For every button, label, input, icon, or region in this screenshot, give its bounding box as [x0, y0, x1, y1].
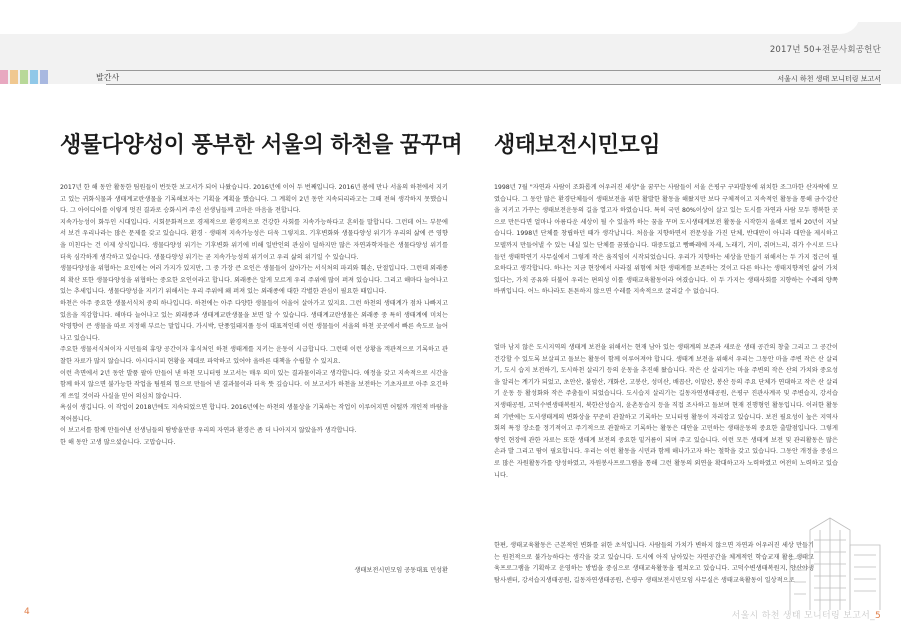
left-paragraph: 이런 측면에서 2년 동안 발품 팔아 만들어 낸 하천 모니터링 보고서는 매우 의미 있는 결과물이라고 생각합니다. 애정을 갖고 지속적으로 시간을 함께 하지 않으면 불가능한 작업을 팀원의 힘으로 만들어 낸 결과물이라 더욱 뜻 깊습니다. 이 보고서가 하천을 보전하는 기초자료로 아주 요긴하게 쓰일 것이라 사실을 믿어 의심치 않습니다. — [60, 369, 448, 400]
left-paragraph: 2017년 한 해 동안 활동한 팀원들이 번듯한 보고서가 되어 나왔습니다. 2016년에 이어 두 번째입니다. 2016년 봄에 만나 서울의 하천에서 지키고 있는 귀화식물과 생태계교란생물을 기록해보자는 기획을 계획을 했습니다. 그 계획이 2년 동안 지속되리라고는 그때 전혀 생각하지 못했습니다. 그 아이디어를 이렇게 멋진 결과로 승화시켜 주신 선생님들께 고마운 마음을 전합니다. — [60, 184, 448, 215]
page-number-left: 4 — [24, 607, 30, 617]
right-paragraph: 얼마 남지 않은 도시지역의 생태계 보전을 위해서는 현재 남아 있는 생태계의 보존과 새로운 생태 공간의 창출 그리고 그 공간이 건강할 수 있도록 보살피고 돌보는 활동이 함께 이루어져야 합니다. 생태계 보전을 위해서 우리는 그동안 마을 주변 작은 산 살리기, 도시 습지 보전하기, 도시하천 살리기 등의 운동을 추진해 왔습니다. 작은 산 살리기는 마을 주변의 작은 산의 가치와 중요성을 알리는 계기가 되었고, 초안산, 불암산, 개화산, 고봉산, 성미산, 배꼽산, 이말산, 봉산 등의 주요 단체가 연대하고 작은 산 살리기 운동 등 활성화와 작은 주춤들이 되었습니다. 도시습지 살리기는 길동자연생태공원, 은평구 진관사계곡 및 주변습지, 강서습지생태공원, 고덕수변생태복원지, 북한산성습지, 윤촌동습지 등을 직접 조사하고 돌보며 현재 진행형인 활동입니다. 이러한 활동의 기반에는 도시생태계의 변화상을 꾸준히 관찰하고 기록하는 모니터링 활동이 자리잡고 있습니다. 보전 필요성이 높은 지역사회의 특정 장소를 정기적이고 주기적으로 관찰하고 기록하는 활동은 대안을 고민하는 생태운동의 중요한 출발점입니다. 그렇게 쌓인 현장에 관한 자료는 또한 생태계 보전의 중요한 밑거름이 되며 주고 있습니다. 이런 모든 생태계 보전 및 관리활동은 많은 손과 발 그리고 땀이 필요합니다. 우리는 이런 활동을 시민과 함께 해나가고자 하는 철학을 갖고 있습니다. 그동안 개정을 중심으로 많은 자원활동가를 양성하였고, 자원봉사프로그램을 통해 그런 활동의 외연을 확대하고자 노력하였고 여전히 노력하고 있습니다. — [494, 344, 839, 479]
color-stripes — [0, 70, 60, 84]
right-paragraph: 한편, 생태교육활동은 근본적인 변화를 위한 초석입니다. 사람들의 가치가 변하지 않으면 자연과 어우러진 세상 만들기는 원천적으로 불가능하다는 생각을 갖고 있습니다. 도시에 아직 남아있는 자연공간을 체계적인 학습교재 활용 생태교육프로그램을 기획하고 운영하는 방법을 중심으로 생태교육활동을 펼쳐오고 있습니다. 고덕수변생태복원지, 양산야생탐사센터, 강서습지생태공원, 길동자연생태공원, 은평구 생태보전시민모임 사무실은 생태교육활동이 일상적으로 — [494, 542, 814, 584]
footer-title — [732, 608, 881, 621]
signature: 생태보전시민모임 공동대표 민성환 — [354, 567, 448, 574]
left-paragraph: 한 해 동안 고생 많으셨습니다. 고맙습니다. — [60, 439, 176, 447]
header-subtitle: 서울시 하천 생태 모니터링 보고서 — [777, 75, 881, 83]
left-paragraph: 지속가능성이 화두인 시대입니다. 시회문화적으로 경제적으로 환경적으로 건강한 사회를 지속가능하다고 흔히들 말합니다. 그런데 어느 부문에서 보건 우리나라는 많은 문제를 갖고 있습니다. 환경 · 생태적 지속가능성은 더욱 그렇지요. 기후변화와 생물다양성 위기가 우리의 삶에 큰 영향을 미친다는 건 이제 상식입니다. 생물다양성 위기는 기후변화 위기에 비해 일반인의 관심이 덜하지만 많은 자연과학자들은 생물다양성 위기를 더욱 심각하게 생각하고 있습니다. 생물다양성 위기는 곧 지속가능성의 위기이고 우리 삶의 위기일 수 있습니다. — [60, 218, 448, 261]
left-paragraph: 주요한 생물서식처이자 시민들의 휴양 공간이자 휴식처인 하천 생태계를 지키는 운동이 시급합니다. 그런데 이런 상황을 객관적으로 기록하고 관찰한 자료가 많지 않습니다. 아시다시피 현황을 제대로 파악하고 있어야 올바른 대책을 수립할 수 있지요. — [60, 346, 448, 365]
section-label: 발간사 — [96, 73, 120, 82]
left-paragraph: 욕심이 생깁니다. 이 작업이 2018년에도 지속되었으면 합니다. 2016년에는 하천의 생물상을 기록하는 작업이 이루어지면 어떨까 개인적 바람을 적어봅니다. — [60, 404, 448, 423]
left-body — [60, 182, 448, 449]
page-number-right: 5 — [874, 611, 881, 621]
right-body-3 — [494, 540, 814, 586]
footer-title-text: 서울시 하천 생태 모니터링 보고서_ — [731, 611, 875, 621]
header-curve — [0, 14, 860, 34]
header-rule-top — [106, 70, 881, 71]
stripe-2 — [10, 70, 18, 84]
left-paragraph: 하천은 아주 중요한 생물서식처 중의 하나입니다. 하천에는 아주 다양한 생물들이 어울어 살아가고 있지요. 그런 하천의 생태계가 점차 나빠지고 있음을 직감합니다. 해마다 늘어나고 있는 외래종과 생태계교란생물을 보면 알 수 있습니다. 생태계교란생물은 외래종 중 특히 생태계에 미치는 악영향이 큰 생물을 따로 지정해 부르는 말입니다. 가시박, 단풍잎돼지풀 등이 대표적인데 이런 생물들이 서울의 하천 곳곳에서 빠른 속도로 늘어나고 있습니다. — [60, 299, 448, 342]
left-paragraph: 생물다양성을 위협하는 요인에는 여러 가지가 있지만, 그 중 가장 큰 요인은 생물들이 살아가는 서식처의 파괴와 훼손, 단절입니다. 그런데 외래종의 확산 또한 생물다양성을 위협하는 중요한 요인이라고 합니다. 외래종은 알게 모르게 우리 주위에 많이 퍼져 있습니다. 그리고 해마다 늘어나고 있는 추세입니다. 생물다양성을 지키기 위해서는 우리 주위에 왜 퍼져 있는 외래종에 대한 각별한 관심이 필요한 때입니다. — [60, 265, 448, 296]
right-body-2 — [494, 342, 838, 481]
stripe-5 — [40, 70, 48, 84]
right-body-1 — [494, 182, 838, 298]
stripe-1 — [0, 70, 8, 84]
stripe-3 — [20, 70, 28, 84]
left-title: 생물다양성이 풍부한 서울의 하천을 꿈꾸며 — [60, 133, 463, 158]
stripe-4 — [30, 70, 38, 84]
right-title: 생태보전시민모임 — [494, 133, 661, 158]
header-rule-bottom — [106, 84, 881, 85]
header-org-block — [770, 43, 881, 55]
header-org: 2017년 50+전문사회공헌단 — [769, 45, 881, 55]
building-sketch-illustration — [770, 500, 890, 610]
left-paragraph: 이 보고서를 함께 만들어낸 선생님들의 땀방울만큼 우리의 자연과 환경은 좀 더 나아지지 않았을까 생각합니다. — [60, 427, 357, 435]
right-paragraph: 1998년 7월 "자연과 사람이 조화롭게 어우러진 세상"을 꿈꾸는 사람들이 서울 은평구 구파발동에 위치한 조그마한 산자락에 모였습니다. 그 동안 많은 환경단체들이 생태보전을 위한 활발한 활동을 해왔지만 보다 구체적이고 지속적인 활동을 통해 금수강산을 지키고 가꾸는 생태보전운동의 길을 열고자 하였습니다. 특히 국민 80%이상이 살고 있는 도시를 자연과 사람 모두 행복한 곳으로 만든다면 얼마나 아름다운 세상이 될 수 있을까 하는 꿈을 꾸며 도시생태계보전 활동을 시작한지 올해로 벌써 20년이 지났습니다. 1998년 단체를 창립하던 때가 생각납니다. 처음을 지향하면서 전문성을 가진 단체, 반대만이 아니라 대안을 제시하고 모델까지 만들어낼 수 있는 내실 있는 단체를 꿈꿨습니다. 대중도없고 빵빠레에 자세, 노래기, 거미, 쥐며느리, 쥐가 수시로 드나들던 생태학연기 사무실에서 그렇게 작은 움직임이 시작되었습니다. 우리가 지향하는 세상을 만들기 위해서는 두 가지 접근이 필요하다고 생각합니다. 하나는 지금 현장에서 사라질 위험에 처한 생태계를 보존하는 것이고 다른 하나는 생태지향적인 삶이 가치 있다는, 가치 공유와 더불어 우리는 편의성 이룰 생태교육활동이라 여겼습니다. 이 두 가지는 생태사회를 지향하는 수레의 양쪽 바퀴입니다. 어느 하나라도 튼튼하지 않으면 수레를 지속적으로 굴리갈 수 없습니다. — [494, 184, 838, 296]
